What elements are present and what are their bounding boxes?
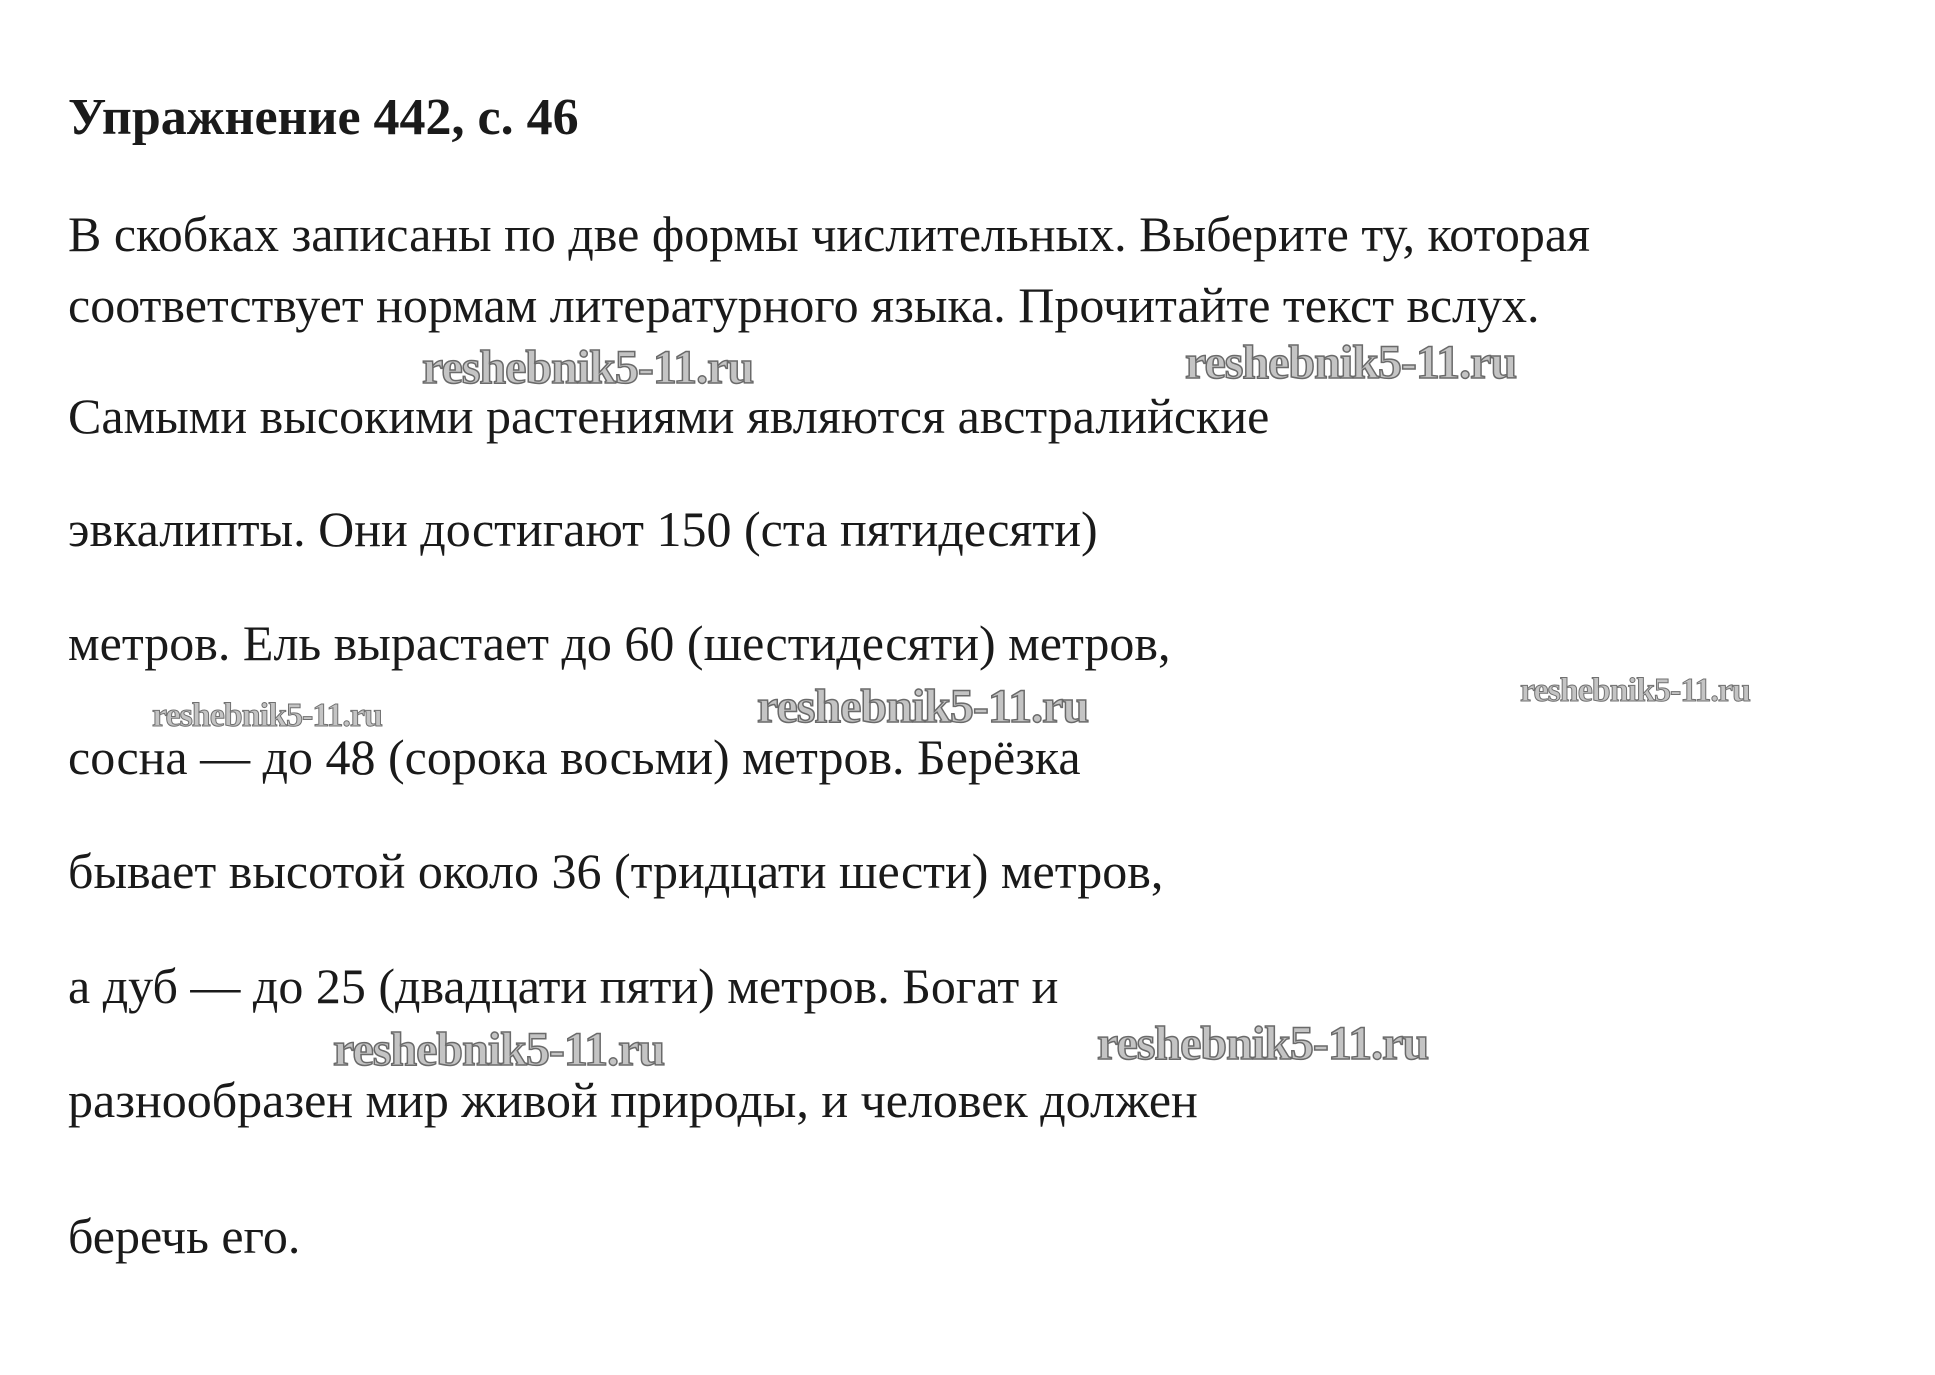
- watermark: reshebnik5-11.ru: [422, 341, 754, 394]
- text-line: а дуб — до 25 (двадцати пяти) метров. Богат и: [68, 958, 1059, 1014]
- text-line: разнообразен мир живой природы, и человек должен: [68, 1072, 1198, 1128]
- watermark: reshebnik5-11.ru: [1097, 1017, 1429, 1070]
- text-line: эвкалипты. Они достигают 150 (ста пятидесяти): [68, 501, 1098, 557]
- watermark: reshebnik5-11.ru: [1520, 672, 1750, 709]
- text-line: бывает высотой около 36 (тридцати шести) метров,: [68, 843, 1164, 899]
- watermark: reshebnik5-11.ru: [152, 697, 382, 734]
- text-line: сосна — до 48 (сорока восьми) метров. Берёзка: [68, 729, 1081, 785]
- exercise-title: Упражнение 442, с. 46: [68, 89, 579, 146]
- task-line: соответствует нормам литературного языка. Прочитайте текст вслух.: [68, 277, 1540, 333]
- watermark: reshebnik5-11.ru: [757, 680, 1089, 733]
- watermark: reshebnik5-11.ru: [1185, 336, 1517, 389]
- watermark: reshebnik5-11.ru: [333, 1023, 665, 1076]
- text-line: метров. Ель вырастает до 60 (шестидесяти) метров,: [68, 615, 1171, 671]
- text-line: беречь его.: [68, 1208, 301, 1264]
- task-line: В скобках записаны по две формы числительных. Выберите ту, которая: [68, 206, 1591, 262]
- text-line: Самыми высокими растениями являются австралийские: [68, 388, 1270, 444]
